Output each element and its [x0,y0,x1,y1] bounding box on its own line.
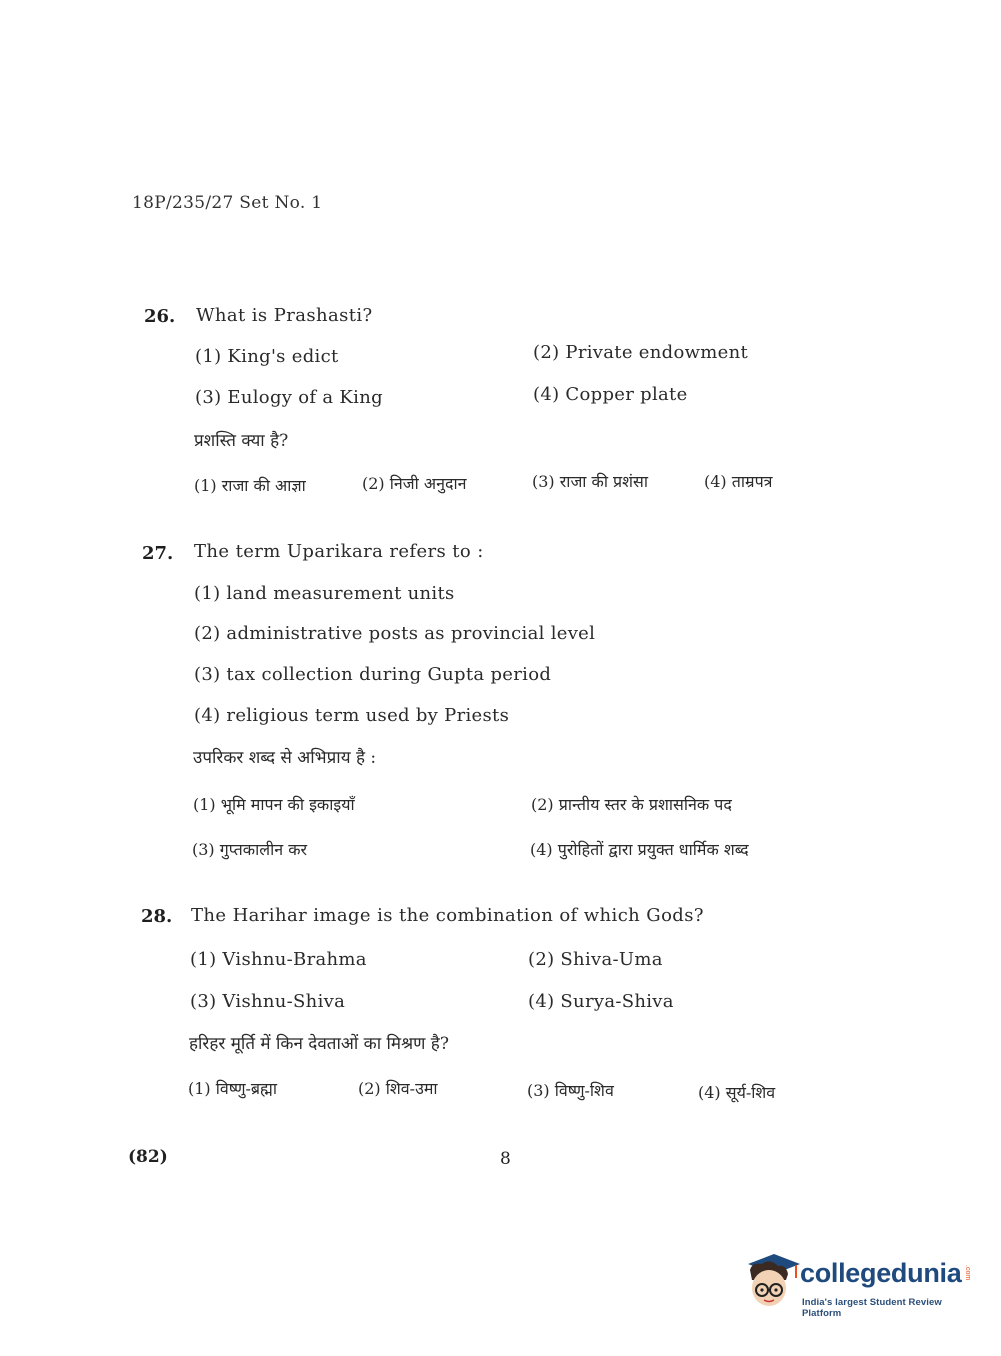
paper-code-header: 18P/235/27 Set No. 1 [132,193,323,213]
option-hi-2: (2) निजी अनुदान [362,474,467,493]
option-hi-3: (3) गुप्तकालीन कर [192,840,308,859]
option-en-3: (3) Vishnu-Shiva [190,991,346,1012]
page-number: 8 [500,1149,511,1169]
option-hi-4: (4) ताम्रपत्र [704,472,773,491]
question-number: 27. [142,543,174,564]
option-en-4: (4) religious term used by Priests [194,705,510,726]
question-text-en: What is Prashasti? [196,305,373,326]
mascot-logo-icon [742,1250,800,1312]
option-hi-4: (4) पुरोहितों द्वारा प्रयुक्त धार्मिक शब्द [530,840,749,859]
collegedunia-watermark [742,1250,972,1318]
option-hi-3: (3) विष्णु-शिव [527,1081,614,1100]
option-en-3: (3) Eulogy of a King [195,387,383,408]
option-en-3: (3) tax collection during Gupta period [194,664,552,685]
option-hi-1: (1) भूमि मापन की इकाइयाँ [193,795,355,814]
option-en-1: (1) land measurement units [194,583,455,604]
option-en-2: (2) administrative posts as provincial level [194,623,596,644]
option-en-4: (4) Surya-Shiva [528,991,674,1012]
option-en-2: (2) Shiva-Uma [528,949,663,970]
question-text-en: The term Uparikara refers to : [194,541,484,562]
question-text-en: The Harihar image is the combination of which Gods? [191,905,704,926]
option-en-1: (1) King's edict [195,346,339,367]
option-hi-1: (1) विष्णु-ब्रह्मा [188,1079,278,1098]
question-number: 26. [144,306,176,327]
question-text-hi: हरिहर मूर्ति में किन देवताओं का मिश्रण है? [189,1034,449,1054]
footer-code: (82) [128,1147,168,1167]
question-text-hi: प्रशस्ति क्या है? [194,431,289,451]
option-hi-4: (4) सूर्य-शिव [698,1083,776,1102]
question-text-hi: उपरिकर शब्द से अभिप्राय है : [193,748,377,768]
option-hi-2: (2) प्रान्तीय स्तर के प्रशासनिक पद [531,795,732,814]
brand-suffix: .com [964,1265,971,1281]
option-en-1: (1) Vishnu-Brahma [190,949,367,970]
option-hi-3: (3) राजा की प्रशंसा [532,472,649,491]
option-hi-1: (1) राजा की आज्ञा [194,476,306,495]
option-en-4: (4) Copper plate [533,384,688,405]
brand-name: collegedunia [800,1258,962,1288]
brand-tagline: India's largest Student Review Platform [802,1297,942,1319]
option-en-2: (2) Private endowment [533,342,749,363]
option-hi-2: (2) शिव-उमा [358,1079,438,1098]
question-number: 28. [141,906,173,927]
